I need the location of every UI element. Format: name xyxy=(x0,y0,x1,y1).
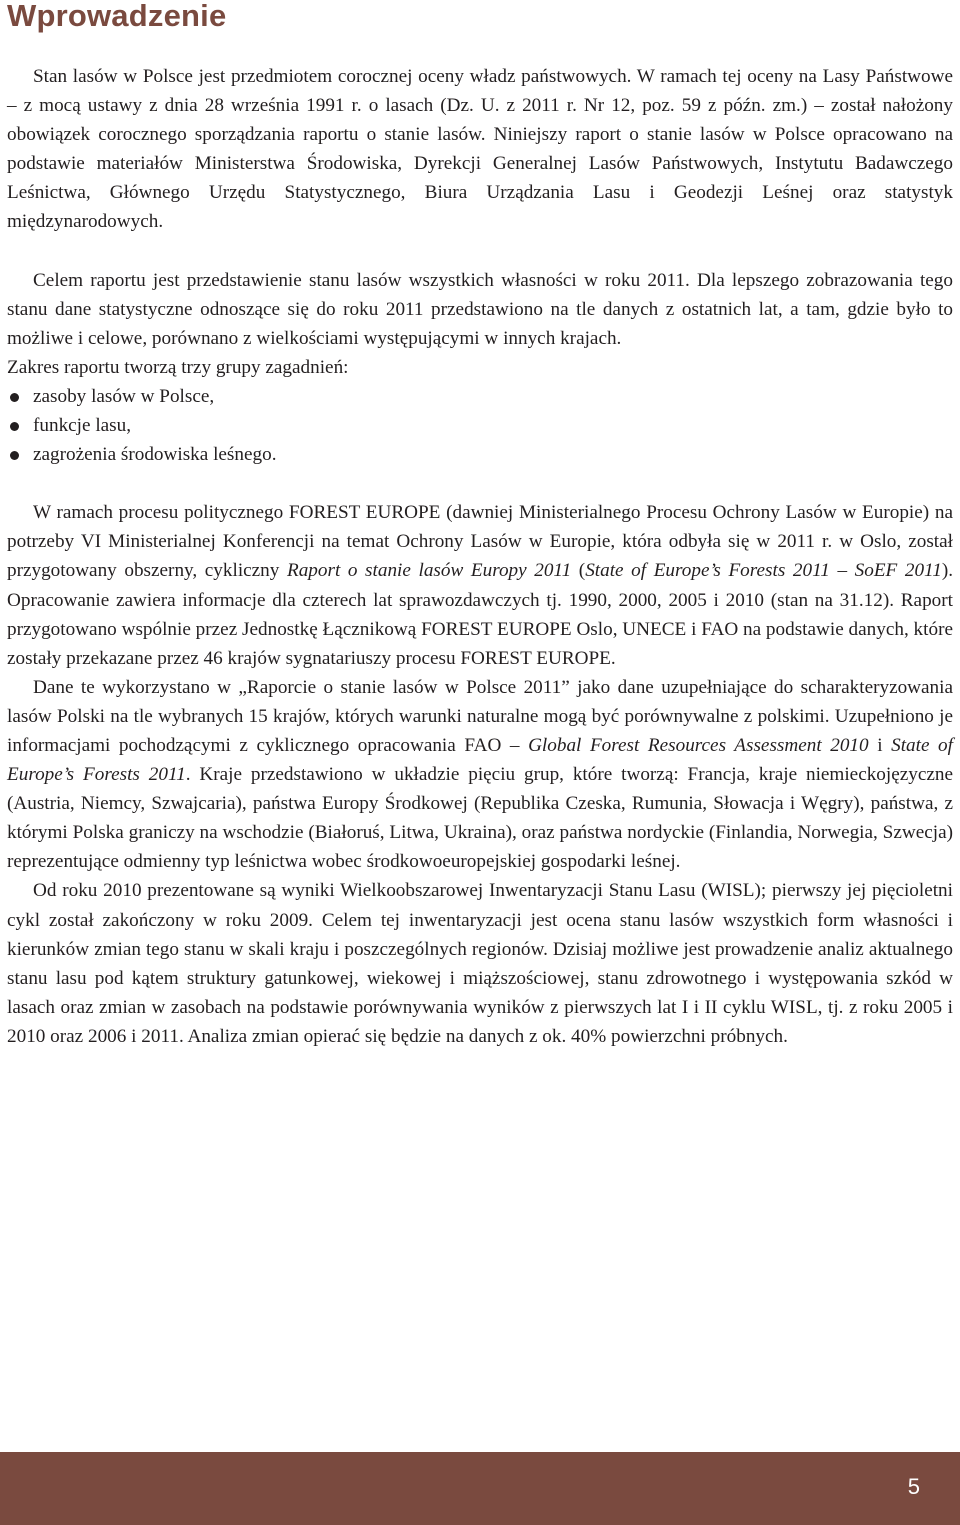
paragraph-wisl: Od roku 2010 prezentowane są wyniki Wielkoobszarowej Inwentaryzacji Stanu Lasu (WISL); pierwszy jej pięcioletni cykl został zakończony w roku 2009. Celem tej inwentaryzacji jest ocena stanu lasów wszystkich form własności i kierunków zmian tego stanu w skali kraju i poszczególnych regionów. Dzisiaj możliwe jest prowadzenie analiz aktualnego stanu lasu pod kątem struktury gatunkowej, wiekowej i miąższościowej, stanu zdrowotnego i występowania szkód w lasach oraz zmian w zasobach na podstawie porównywania wyników z pierwszych lat I i II cyklu WISL, tj. z roku 2005 i 2010 oraz 2006 i 2011. Analiza zmian opierać się będzie na danych z ok. 40% powierzchni próbnych. xyxy=(7,880,953,1047)
paragraph-comparison: Dane te wykorzystano w „Raporcie o stanie lasów w Polsce 2011” jako dane uzupełniające do scharakteryzowania lasów Polski na tle wybranych 15 krajów, których warunki naturalne mogą być porównywalne z polskimi. Uzupełniono je informacjami pochodzącymi z cyklicznego opracowania FAO – Global Forest Resources Assessment 2010 i State of Europe’s Forests 2011. Kraje przedstawiono w układzie pięciu grup, które tworzą: Francja, kraje niemieckojęzyczne (Austria, Niemcy, Szwajcaria), państwa Europy Środkowej (Republika Czeska, Rumunia, Słowacja i Węgry), państwa, z którymi Polska graniczy na wschodzie (Białoruś, Litwa, Ukraina), oraz państwa nordyckie (Finlandia, Norwegia, Szwecja) reprezentujące odmienny typ leśnictwa wobec środkowoeuropejskiej gospodarki leśnej. xyxy=(7,676,953,873)
page-title: Wprowadzenie xyxy=(7,0,227,33)
document-body xyxy=(7,62,953,1051)
report-title-italic: State of Europe’s Forests 2011 xyxy=(7,734,953,786)
paragraph-forest-europe: W ramach procesu politycznego FOREST EUROPE (dawniej Ministerialnego Procesu Ochrony Lasów w Europie) na potrzeby VI Ministerialnej Konferencji na temat Ochrony Lasów w Europie, która odbyła się w 2011 r. w Oslo, został przygotowany obszerny, cykliczny Raport o stanie lasów Europy 2011 (State of Europe’s Forests 2011 – SoEF 2011). Opracowanie zawiera informacje dla czterech lat sprawozdawczych tj. 1990, 2000, 2005 i 2010 (stan na 31.12). Raport przygotowano wspólnie przez Jednostkę Łącznikową FOREST EUROPE Oslo, UNECE i FAO na podstawie danych, które zostały przekazane przez 46 krajów sygnatariuszy procesu FOREST EUROPE. xyxy=(7,502,954,669)
bullet-icon xyxy=(10,422,19,431)
report-title-italic: Global Forest Resources Assessment 2010 xyxy=(528,734,869,756)
scope-lead: Zakres raportu tworzą trzy grupy zagadnień: xyxy=(7,356,349,378)
report-title-italic: Raport o stanie lasów Europy 2011 xyxy=(286,560,572,582)
scope-list xyxy=(7,382,953,469)
paragraph-purpose: Celem raportu jest przedstawienie stanu lasów wszystkich własności w roku 2011. Dla lepszego zobrazowania tego stanu dane statystyczne odnoszące się do roku 2011 przedstawiono na tle danych z ostatnich lat, a tam, gdzie było to możliwe i celowe, porównano z wielkościami występującymi w innych krajach. xyxy=(7,269,953,349)
bullet-icon xyxy=(10,393,19,402)
bullet-icon xyxy=(10,451,19,460)
list-item: zagrożenia środowiska leśnego. xyxy=(7,440,953,469)
list-item: zasoby lasów w Polsce, xyxy=(7,382,953,411)
page-footer xyxy=(0,1452,960,1525)
paragraph-intro: Stan lasów w Polsce jest przedmiotem corocznej oceny władz państwowych. W ramach tej oceny na Lasy Państwowe – z mocą ustawy z dnia 28 września 1991 r. o lasach (Dz. U. z 2011 r. Nr 12, poz. 59 z późn. zm.) – został nałożony obowiązek corocznego sporządzania raportu o stanie lasów. Niniejszy raport o stanie lasów w Polsce opracowano na podstawie materiałów Ministerstwa Środowiska, Dyrekcji Generalnej Lasów Państwowych, Instytutu Badawczego Leśnictwa, Głównego Urzędu Statystycznego, Biura Urządzania Lasu i Geodezji Leśnej oraz statystyk międzynarodowych. xyxy=(7,66,953,233)
report-title-italic: State of Europe’s Forests 2011 – SoEF 2011 xyxy=(585,560,942,582)
page-number: 5 xyxy=(907,1474,920,1499)
list-item: funkcje lasu, xyxy=(7,411,953,440)
